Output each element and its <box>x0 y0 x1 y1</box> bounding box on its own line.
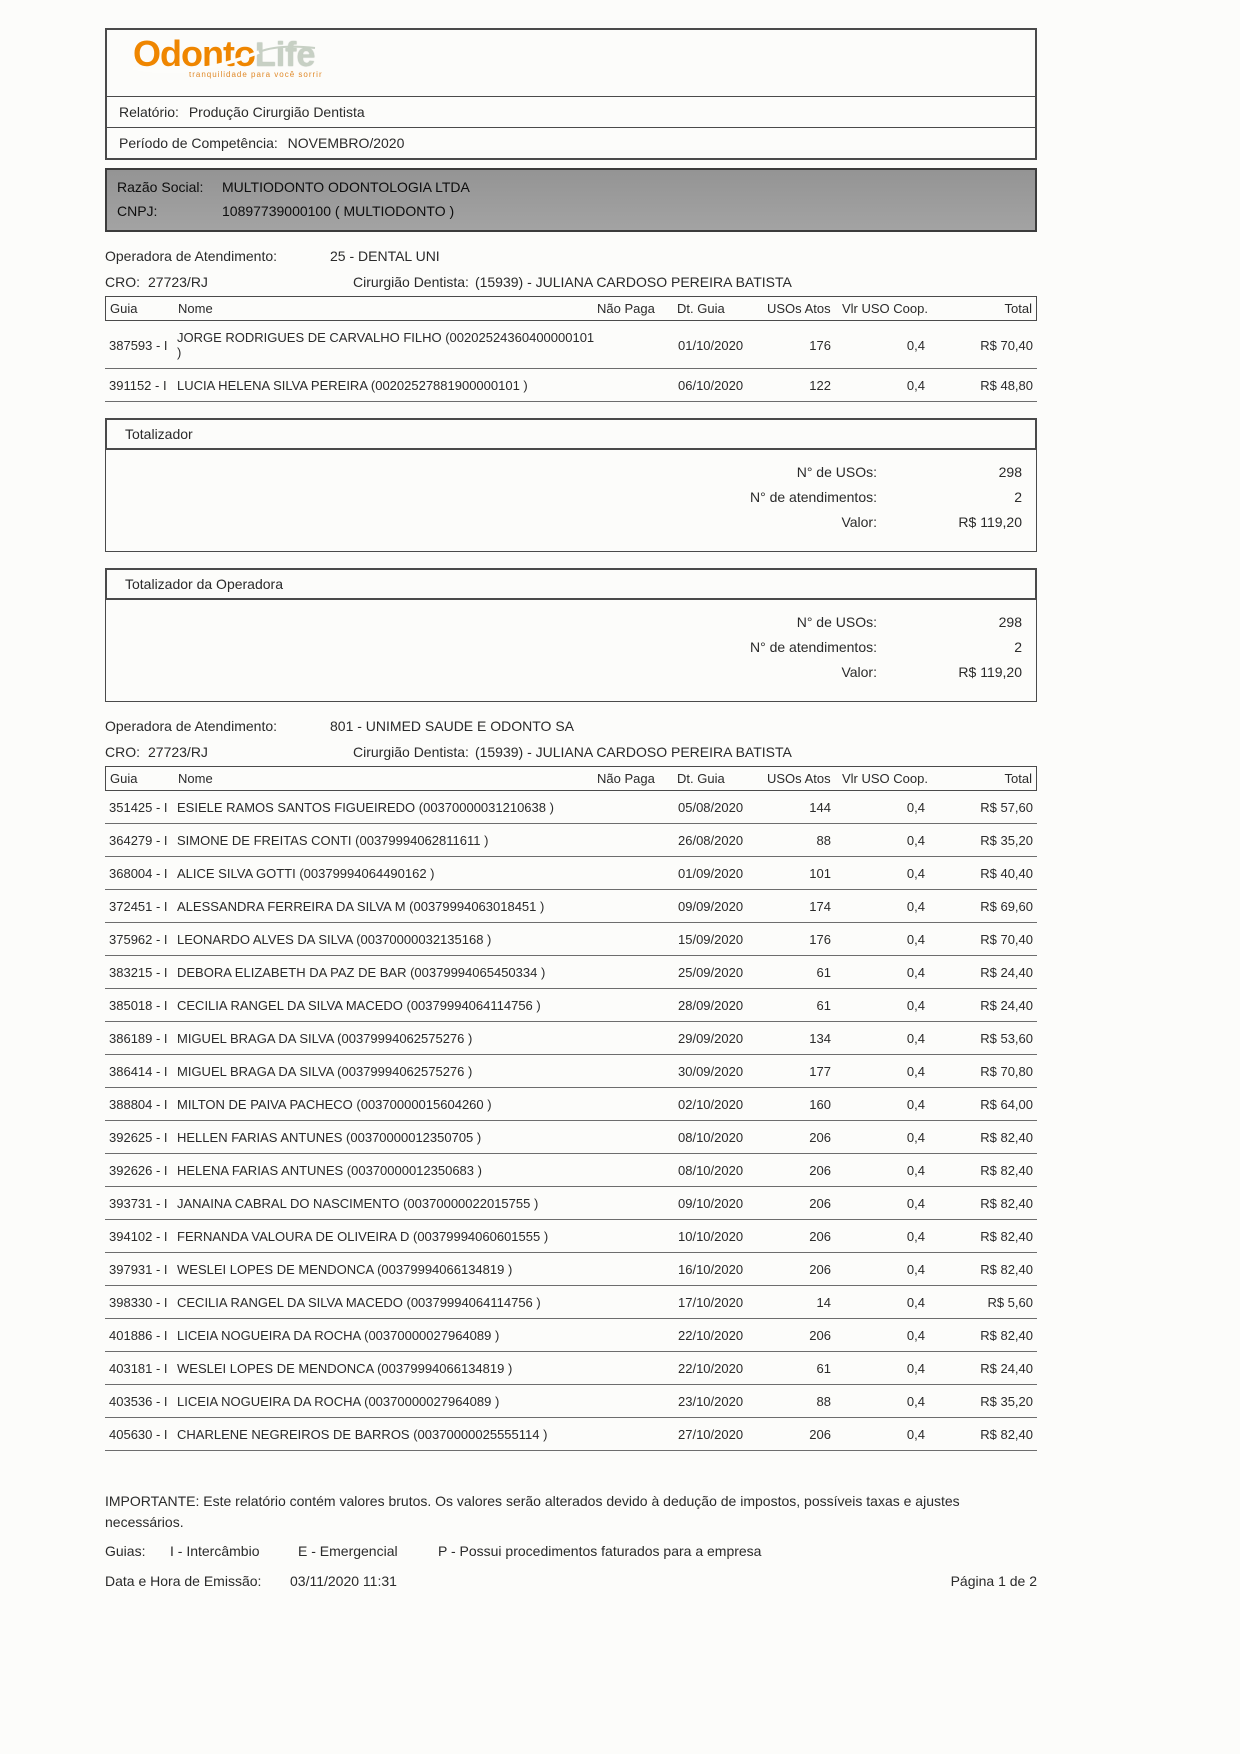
period-label: Período de Competência: <box>119 135 278 151</box>
cell-vlr-uso-coop: 0,4 <box>906 1031 925 1046</box>
cell-nome: CECILIA RANGEL DA SILVA MACEDO (00379994064114756 ) <box>177 998 541 1013</box>
cell-dt-guia: 27/10/2020 <box>678 1427 744 1442</box>
period-row <box>107 128 1035 158</box>
cell-guia: 394102 - I <box>109 1229 168 1244</box>
cell-guia: 364279 - I <box>109 833 168 848</box>
cell-total: R$ 5,60 <box>987 1295 1033 1310</box>
razao-social-value: MULTIODONTO ODONTOLOGIA LTDA <box>222 179 470 195</box>
cell-total: R$ 57,60 <box>980 800 1033 815</box>
cell-total: R$ 53,60 <box>980 1031 1033 1046</box>
cell-nome: CECILIA RANGEL DA SILVA MACEDO (00379994064114756 ) <box>177 1295 541 1310</box>
cell-total: R$ 24,40 <box>980 1361 1033 1376</box>
valor-value: R$ 119,20 <box>958 664 1022 680</box>
cell-total: R$ 70,80 <box>980 1064 1033 1079</box>
cell-nome: LUCIA HELENA SILVA PEREIRA (00202527881900000101 ) <box>177 378 528 393</box>
table-row <box>105 1121 1037 1154</box>
guias-emergencial: E - Emergencial <box>298 1543 398 1559</box>
cro-label: CRO: <box>105 274 140 290</box>
cell-usos-atos: 61 <box>816 1361 831 1376</box>
cell-nome: FERNANDA VALOURA DE OLIVEIRA D (00379994060601555 ) <box>177 1229 549 1244</box>
cell-total: R$ 35,20 <box>980 833 1033 848</box>
cell-usos-atos: 176 <box>809 337 831 353</box>
cell-vlr-uso-coop: 0,4 <box>906 1229 925 1244</box>
cell-usos-atos: 177 <box>809 1064 831 1079</box>
emission-value: 03/11/2020 11:31 <box>290 1573 397 1589</box>
cell-total: R$ 82,40 <box>980 1427 1033 1442</box>
dentist-value: (15939) - JULIANA CARDOSO PEREIRA BATISTA <box>474 274 792 290</box>
table-header-row <box>105 766 1037 791</box>
table-row <box>105 989 1037 1022</box>
cell-usos-atos: 160 <box>809 1097 831 1112</box>
report-content <box>105 28 1037 1589</box>
guias-legend <box>105 1543 1037 1559</box>
emission-line <box>105 1573 1037 1589</box>
logo-odonto-text: Odonto <box>133 33 255 74</box>
report-label: Relatório: <box>119 104 179 120</box>
cell-total: R$ 82,40 <box>980 1130 1033 1145</box>
cell-nome: HELLEN FARIAS ANTUNES (00370000012350705 ) <box>177 1130 482 1145</box>
cell-vlr-uso-coop: 0,4 <box>906 1196 925 1211</box>
cell-nome: ALESSANDRA FERREIRA DA SILVA M (00379994063018451 ) <box>177 899 545 914</box>
cell-dt-guia: 23/10/2020 <box>678 1394 744 1409</box>
totalizer-title-box <box>105 418 1037 450</box>
cro-label: CRO: <box>105 744 140 760</box>
cell-vlr-uso-coop: 0,4 <box>906 1163 925 1178</box>
cell-vlr-uso-coop: 0,4 <box>906 899 925 914</box>
cell-vlr-uso-coop: 0,4 <box>906 1097 925 1112</box>
cell-guia: 401886 - I <box>109 1328 168 1343</box>
cell-total: R$ 24,40 <box>980 998 1033 1013</box>
cell-nome: LICEIA NOGUEIRA DA ROCHA (00370000027964089 ) <box>177 1394 500 1409</box>
important-note: IMPORTANTE: Este relatório contém valores brutos. Os valores serão alterados devido à dedução de impostos, possíveis taxas e ajustes necessários. <box>105 1493 960 1530</box>
cell-usos-atos: 61 <box>816 998 831 1013</box>
cell-usos-atos: 14 <box>816 1295 831 1310</box>
cnpj-label: CNPJ: <box>117 203 158 219</box>
cell-dt-guia: 09/09/2020 <box>678 899 744 914</box>
cell-vlr-uso-coop: 0,4 <box>906 1295 925 1310</box>
cell-dt-guia: 01/10/2020 <box>678 337 744 353</box>
cell-dt-guia: 05/08/2020 <box>678 800 744 815</box>
emission-label: Data e Hora de Emissão: <box>105 1573 262 1589</box>
cell-vlr-uso-coop: 0,4 <box>906 1328 925 1343</box>
table-body-2 <box>105 791 1037 1451</box>
cell-guia: 397931 - I <box>109 1262 168 1277</box>
valor-value: R$ 119,20 <box>958 514 1022 530</box>
cell-dt-guia: 26/08/2020 <box>678 833 744 848</box>
cro-value: 27723/RJ <box>148 274 208 290</box>
atendimentos-label: N° de atendimentos: <box>749 489 877 505</box>
period-value: NOVEMBRO/2020 <box>287 135 405 151</box>
cell-usos-atos: 206 <box>809 1196 831 1211</box>
operator-line-2 <box>105 718 1037 734</box>
cell-dt-guia: 15/09/2020 <box>678 932 744 947</box>
cell-guia: 386414 - I <box>109 1064 168 1079</box>
cell-nome: WESLEI LOPES DE MENDONCA (00379994066134819 ) <box>177 1361 513 1376</box>
valor-label: Valor: <box>841 664 877 680</box>
cell-usos-atos: 206 <box>809 1328 831 1343</box>
dentist-label: Cirurgião Dentista: <box>353 274 469 290</box>
table-row <box>105 1187 1037 1220</box>
cell-total: R$ 70,40 <box>980 932 1033 947</box>
operator-totalizer-box <box>105 600 1037 702</box>
logo-area <box>107 30 1035 97</box>
cell-guia: 372451 - I <box>109 899 168 914</box>
cell-nome: JORGE RODRIGUES DE CARVALHO FILHO (00202524360400000101 ) <box>177 330 595 360</box>
cell-usos-atos: 174 <box>809 899 831 914</box>
col-vlr-uso-coop: Vlr USO Coop. <box>842 301 928 316</box>
cell-vlr-uso-coop: 0,4 <box>906 833 925 848</box>
cell-dt-guia: 08/10/2020 <box>678 1130 744 1145</box>
col-vlr-uso-coop: Vlr USO Coop. <box>842 771 928 786</box>
cell-dt-guia: 06/10/2020 <box>678 378 744 393</box>
table-row <box>105 1286 1037 1319</box>
cell-usos-atos: 88 <box>816 833 831 848</box>
razao-social-row <box>107 175 1035 199</box>
cell-guia: 351425 - I <box>109 800 168 815</box>
guias-procedimentos: P - Possui procedimentos faturados para a empresa <box>438 1543 762 1559</box>
table-row <box>105 1088 1037 1121</box>
cell-vlr-uso-coop: 0,4 <box>906 866 925 881</box>
cell-vlr-uso-coop: 0,4 <box>906 1262 925 1277</box>
cell-nome: MIGUEL BRAGA DA SILVA (00379994062575276 ) <box>177 1064 473 1079</box>
atendimentos-value: 2 <box>1014 489 1022 505</box>
cell-dt-guia: 30/09/2020 <box>678 1064 744 1079</box>
cell-usos-atos: 206 <box>809 1229 831 1244</box>
cell-nome: WESLEI LOPES DE MENDONCA (00379994066134819 ) <box>177 1262 513 1277</box>
cell-nome: SIMONE DE FREITAS CONTI (00379994062811611 ) <box>177 833 489 848</box>
cell-dt-guia: 10/10/2020 <box>678 1229 744 1244</box>
cell-nome: ALICE SILVA GOTTI (00379994064490162 ) <box>177 866 435 881</box>
cell-dt-guia: 22/10/2020 <box>678 1328 744 1343</box>
cell-usos-atos: 206 <box>809 1427 831 1442</box>
cell-guia: 375962 - I <box>109 932 168 947</box>
logo-tagline: tranquilidade para você sorrir <box>189 70 323 79</box>
cell-vlr-uso-coop: 0,4 <box>906 337 925 353</box>
cell-usos-atos: 206 <box>809 1130 831 1145</box>
cell-vlr-uso-coop: 0,4 <box>906 800 925 815</box>
report-value: Produção Cirurgião Dentista <box>188 104 365 120</box>
operator-value: 801 - UNIMED SAUDE E ODONTO SA <box>330 718 575 734</box>
cell-dt-guia: 25/09/2020 <box>678 965 744 980</box>
table-row <box>105 1055 1037 1088</box>
cell-total: R$ 70,40 <box>980 337 1033 353</box>
cell-usos-atos: 88 <box>816 1394 831 1409</box>
col-usos-atos: USOs Atos <box>767 771 831 786</box>
cell-guia: 392625 - I <box>109 1130 168 1145</box>
guides-table-2 <box>105 766 1037 1451</box>
cell-guia: 392626 - I <box>109 1163 168 1178</box>
col-total: Total <box>1004 301 1032 316</box>
operator-value: 25 - DENTAL UNI <box>330 248 440 264</box>
cell-total: R$ 69,60 <box>980 899 1033 914</box>
col-nao-paga: Não Paga <box>597 771 655 786</box>
usos-value: 298 <box>998 464 1022 480</box>
totalizer-valor-line <box>120 514 1022 530</box>
cell-dt-guia: 01/09/2020 <box>678 866 744 881</box>
cell-usos-atos: 101 <box>809 866 831 881</box>
cell-nome: LICEIA NOGUEIRA DA ROCHA (00370000027964089 ) <box>177 1328 500 1343</box>
cell-total: R$ 82,40 <box>980 1262 1033 1277</box>
cell-nome: HELENA FARIAS ANTUNES (00370000012350683 ) <box>177 1163 482 1178</box>
cell-total: R$ 24,40 <box>980 965 1033 980</box>
logo-life-text: Life <box>254 36 316 74</box>
cell-dt-guia: 16/10/2020 <box>678 1262 744 1277</box>
operator-label: Operadora de Atendimento: <box>105 248 278 264</box>
page-number: Página 1 de 2 <box>950 1573 1037 1589</box>
atendimentos-label: N° de atendimentos: <box>749 639 877 655</box>
cell-dt-guia: 08/10/2020 <box>678 1163 744 1178</box>
cell-usos-atos: 144 <box>809 800 831 815</box>
dentist-label: Cirurgião Dentista: <box>353 744 469 760</box>
cell-vlr-uso-coop: 0,4 <box>906 378 925 393</box>
cell-vlr-uso-coop: 0,4 <box>906 965 925 980</box>
col-usos-atos: USOs Atos <box>767 301 831 316</box>
table-row <box>105 857 1037 890</box>
cell-total: R$ 82,40 <box>980 1196 1033 1211</box>
cell-usos-atos: 134 <box>809 1031 831 1046</box>
cell-total: R$ 82,40 <box>980 1328 1033 1343</box>
guias-label: Guias: <box>105 1543 146 1559</box>
cell-dt-guia: 29/09/2020 <box>678 1031 744 1046</box>
cell-total: R$ 35,20 <box>980 1394 1033 1409</box>
cell-dt-guia: 17/10/2020 <box>678 1295 744 1310</box>
table-row <box>105 1220 1037 1253</box>
cell-vlr-uso-coop: 0,4 <box>906 1064 925 1079</box>
table-row <box>105 890 1037 923</box>
cell-usos-atos: 122 <box>809 378 831 393</box>
cro-value: 27723/RJ <box>148 744 208 760</box>
col-guia: Guia <box>110 771 138 786</box>
table-row <box>105 824 1037 857</box>
cnpj-row <box>107 199 1035 223</box>
operator-line-1 <box>105 248 1037 264</box>
cell-nome: LEONARDO ALVES DA SILVA (00370000032135168 ) <box>177 932 492 947</box>
cell-total: R$ 82,40 <box>980 1229 1033 1244</box>
cell-guia: 403536 - I <box>109 1394 168 1409</box>
cell-guia: 388804 - I <box>109 1097 168 1112</box>
col-nome: Nome <box>178 771 213 786</box>
cell-guia: 385018 - I <box>109 998 168 1013</box>
cell-dt-guia: 02/10/2020 <box>678 1097 744 1112</box>
col-dt-guia: Dt. Guia <box>677 771 725 786</box>
cell-guia: 391152 - I <box>109 378 167 393</box>
cell-total: R$ 64,00 <box>980 1097 1033 1112</box>
cell-vlr-uso-coop: 0,4 <box>906 1394 925 1409</box>
guias-intercambio: I - Intercâmbio <box>170 1543 260 1559</box>
table-row <box>105 1022 1037 1055</box>
table-row <box>105 923 1037 956</box>
cro-line-2 <box>105 744 1037 760</box>
table-row <box>105 956 1037 989</box>
guides-table-1 <box>105 296 1037 402</box>
col-nao-paga: Não Paga <box>597 301 655 316</box>
table-row <box>105 1319 1037 1352</box>
cell-nome: ESIELE RAMOS SANTOS FIGUEIREDO (00370000031210638 ) <box>177 800 554 815</box>
cell-guia: 398330 - I <box>109 1295 168 1310</box>
table-row <box>105 1154 1037 1187</box>
cell-guia: 387593 - I <box>109 337 168 353</box>
totalizer-box <box>105 450 1037 552</box>
table-row <box>105 791 1037 824</box>
cell-vlr-uso-coop: 0,4 <box>906 998 925 1013</box>
usos-value: 298 <box>998 614 1022 630</box>
cell-dt-guia: 28/09/2020 <box>678 998 744 1013</box>
odontolife-logo <box>133 33 316 74</box>
report-title-row <box>107 97 1035 128</box>
cell-vlr-uso-coop: 0,4 <box>906 1130 925 1145</box>
col-guia: Guia <box>110 301 138 316</box>
col-nome: Nome <box>178 301 213 316</box>
cell-vlr-uso-coop: 0,4 <box>906 1427 925 1442</box>
table-row <box>105 369 1037 402</box>
operator-label: Operadora de Atendimento: <box>105 718 278 734</box>
cell-nome: DEBORA ELIZABETH DA PAZ DE BAR (00379994065450334 ) <box>177 965 546 980</box>
cro-line-1 <box>105 274 1037 290</box>
cell-guia: 386189 - I <box>109 1031 168 1046</box>
cell-usos-atos: 206 <box>809 1262 831 1277</box>
cell-nome: CHARLENE NEGREIROS DE BARROS (00370000025555114 ) <box>177 1427 548 1442</box>
cell-guia: 383215 - I <box>109 965 168 980</box>
col-total: Total <box>1004 771 1032 786</box>
cell-guia: 393731 - I <box>109 1196 168 1211</box>
valor-label: Valor: <box>841 514 877 530</box>
cell-vlr-uso-coop: 0,4 <box>906 932 925 947</box>
operator-totalizer-title-box <box>105 568 1037 600</box>
usos-label: N° de USOs: <box>796 614 877 630</box>
cell-total: R$ 82,40 <box>980 1163 1033 1178</box>
usos-label: N° de USOs: <box>796 464 877 480</box>
cell-guia: 368004 - I <box>109 866 168 881</box>
cell-guia: 403181 - I <box>109 1361 168 1376</box>
cnpj-value: 10897739000100 ( MULTIODONTO ) <box>222 203 455 219</box>
table-row <box>105 321 1037 369</box>
operator-totalizer-atendimentos-line <box>120 639 1022 655</box>
table-row <box>105 1253 1037 1286</box>
cell-nome: MIGUEL BRAGA DA SILVA (00379994062575276 ) <box>177 1031 473 1046</box>
col-dt-guia: Dt. Guia <box>677 301 725 316</box>
operator-totalizer-valor-line <box>120 664 1022 680</box>
report-header-box <box>105 28 1037 160</box>
cell-usos-atos: 206 <box>809 1163 831 1178</box>
cell-usos-atos: 61 <box>816 965 831 980</box>
cell-nome: MILTON DE PAIVA PACHECO (00370000015604260 ) <box>177 1097 492 1112</box>
table-header-row <box>105 296 1037 321</box>
table-row <box>105 1352 1037 1385</box>
company-info-box <box>105 168 1037 232</box>
totalizer-title: Totalizador <box>125 426 193 442</box>
razao-social-label: Razão Social: <box>117 179 204 195</box>
dentist-value: (15939) - JULIANA CARDOSO PEREIRA BATISTA <box>474 744 792 760</box>
totalizer-atendimentos-line <box>120 489 1022 505</box>
cell-guia: 405630 - I <box>109 1427 168 1442</box>
totalizer-usos-line <box>120 464 1022 480</box>
cell-nome: JANAINA CABRAL DO NASCIMENTO (00370000022015755 ) <box>177 1196 539 1211</box>
table-row <box>105 1385 1037 1418</box>
table-body-1 <box>105 321 1037 402</box>
operator-totalizer-usos-line <box>120 614 1022 630</box>
cell-usos-atos: 176 <box>809 932 831 947</box>
table-row <box>105 1418 1037 1451</box>
operator-totalizer-title: Totalizador da Operadora <box>125 576 283 592</box>
cell-total: R$ 40,40 <box>980 866 1033 881</box>
cell-dt-guia: 09/10/2020 <box>678 1196 744 1211</box>
atendimentos-value: 2 <box>1014 639 1022 655</box>
cell-dt-guia: 22/10/2020 <box>678 1361 744 1376</box>
cell-total: R$ 48,80 <box>980 378 1033 393</box>
cell-vlr-uso-coop: 0,4 <box>906 1361 925 1376</box>
